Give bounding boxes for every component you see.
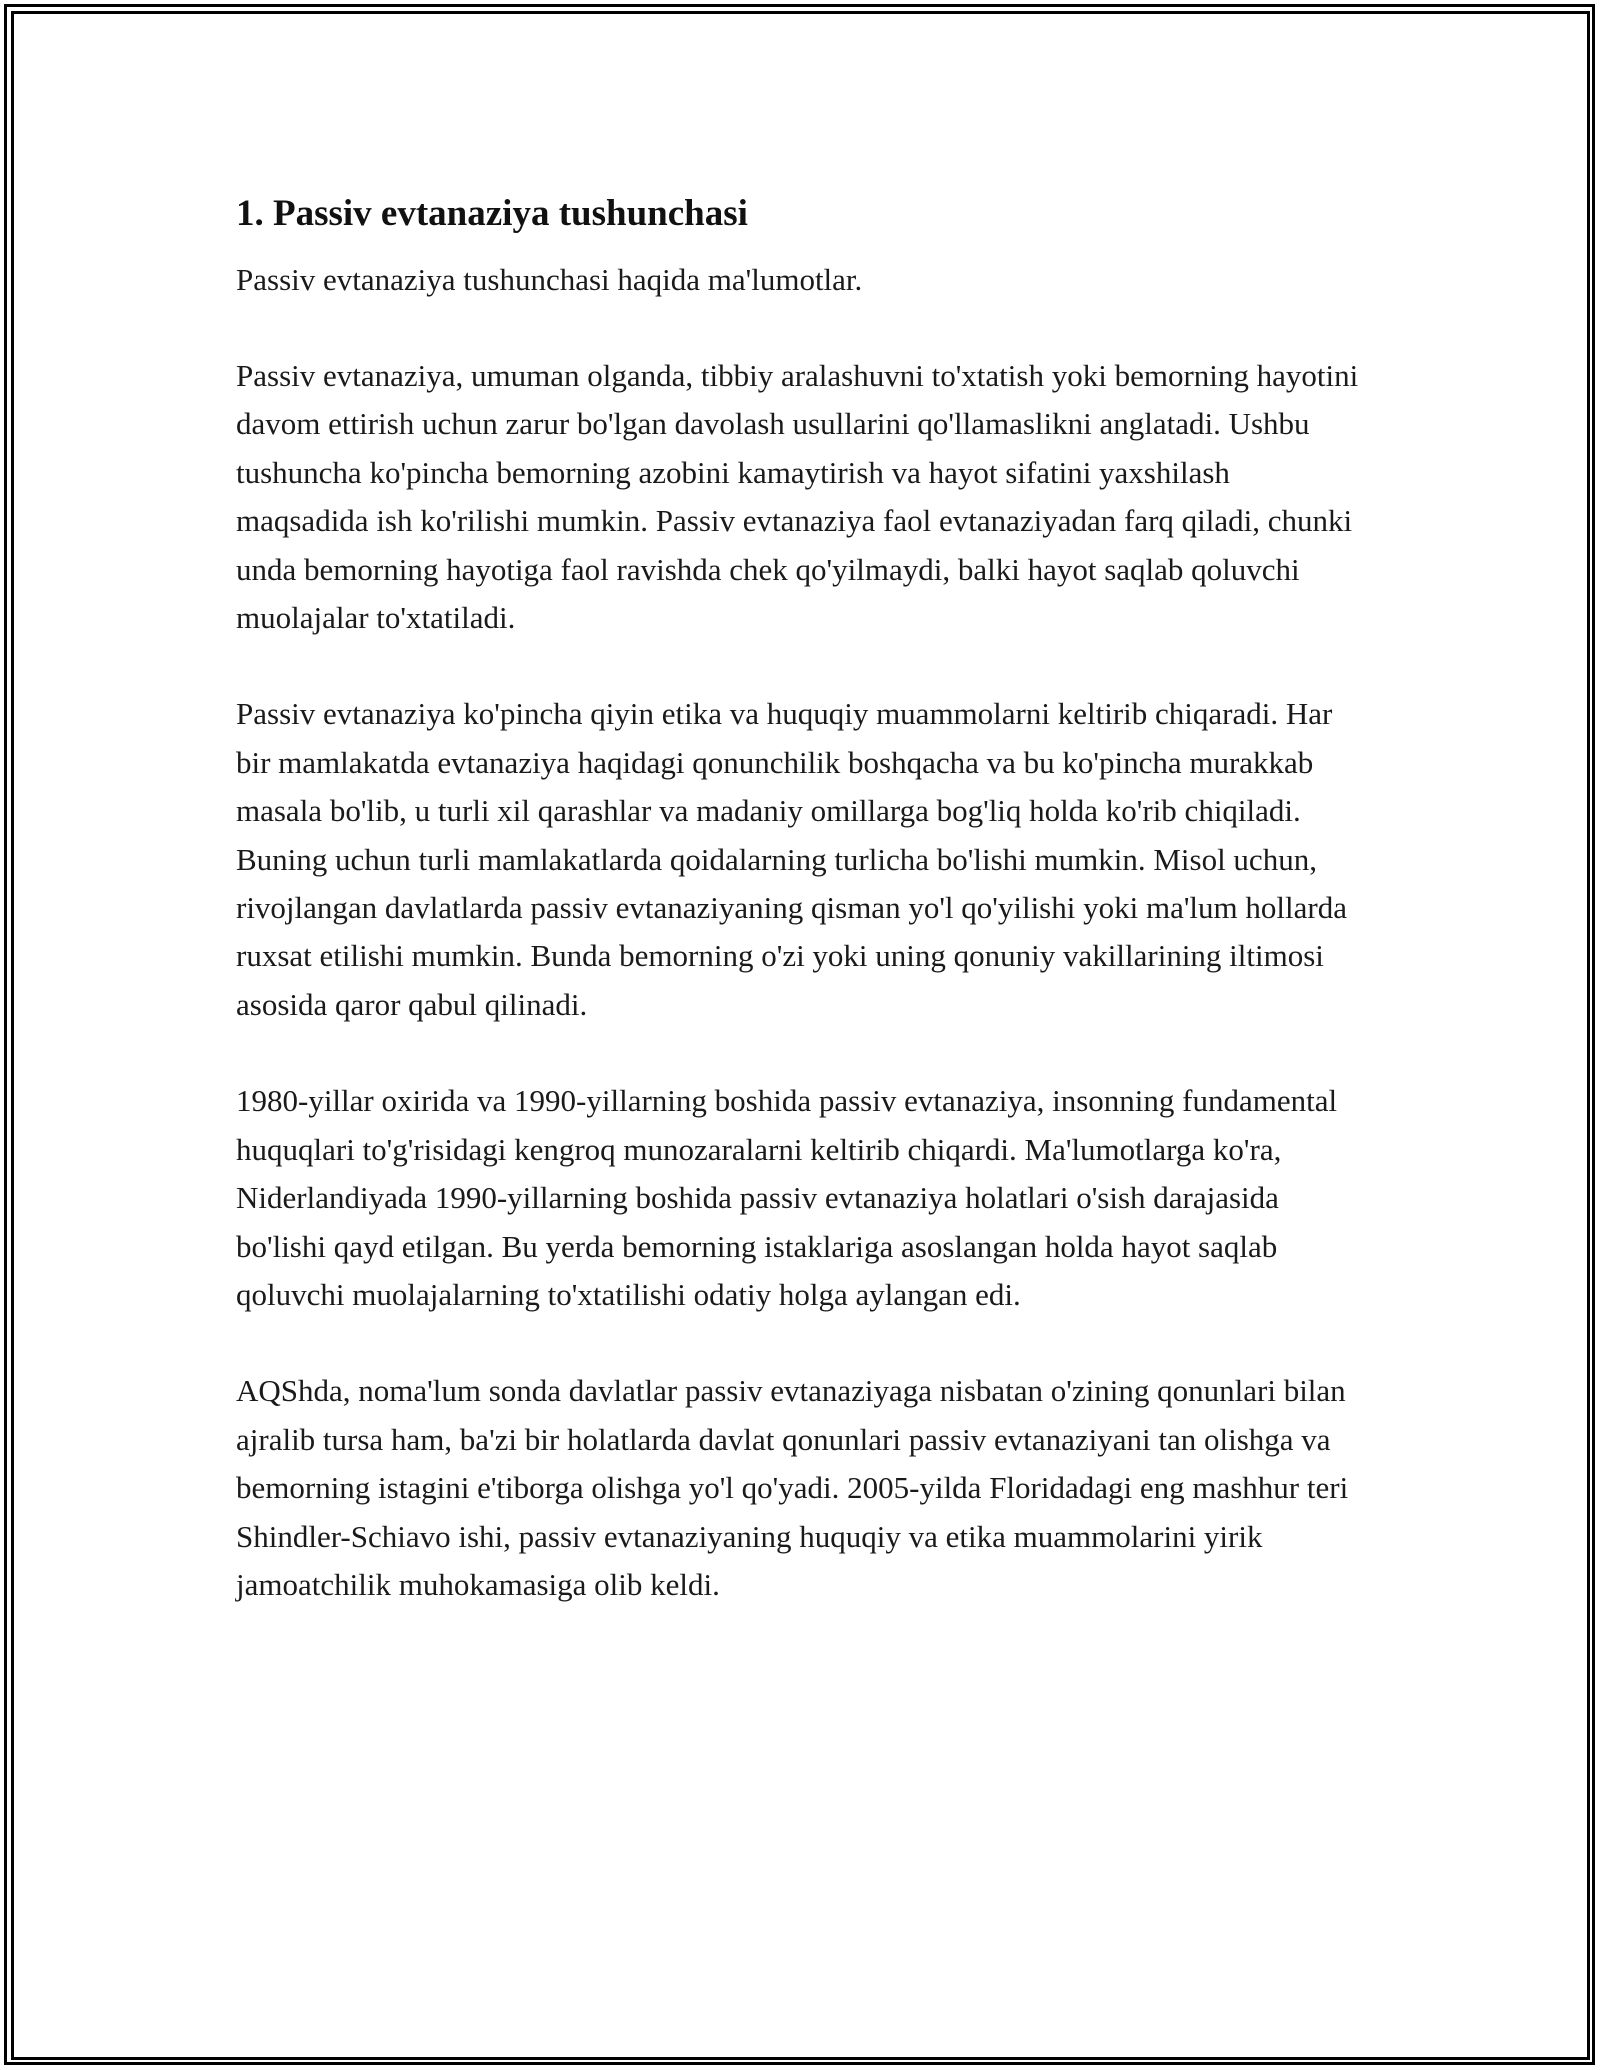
paragraph-usa: AQShda, noma'lum sonda davlatlar passiv evtanaziyaga nisbatan o'zining qonunlari bilan ajralib tursa ham, ba'zi bir holatlarda davlat qonunlari passiv evtanaziyani tan olishga va bemorning istagini e'tiborga olishga yo'l qo'yadi. 2005-yilda Floridadagi eng mashhur teri Shindler-Schiavo ishi, passiv evtanaziyaning huquqiy va etika muammolarini yirik jamoatchilik muhokamasiga olib keldi.	[236, 1373, 1349, 1602]
document-body	[236, 186, 1366, 1657]
intro-paragraph: Passiv evtanaziya tushunchasi haqida ma'lumotlar.	[236, 262, 863, 297]
paragraph-history: 1980-yillar oxirida va 1990-yillarning boshida passiv evtanaziya, insonning fundamental huquqlari to'g'risidagi kengroq munozaralarni keltirib chiqardi. Ma'lumotlarga ko'ra, Niderlandiyada 1990-yillarning boshida passiv evtanaziya holatlari o'sish darajasida bo'lishi qayd etilgan. Bu yerda bemorning istaklariga asoslangan holda hayot saqlab qoluvchi muolajalarning to'xtatilishi odatiy holga aylangan edi.	[236, 1083, 1338, 1312]
section-heading: 1. Passiv evtanaziya tushunchasi	[236, 193, 748, 234]
paragraph-definition: Passiv evtanaziya, umuman olganda, tibbiy aralashuvni to'xtatish yoki bemorning hayotini davom ettirish uchun zarur bo'lgan davolash usullarini qo'llamaslikni anglatadi. Ushbu tushuncha ko'pincha bemorning azobini kamaytirish va hayot sifatini yaxshilash maqsadida ish ko'rilishi mumkin. Passiv evtanaziya faol evtanaziyadan farq qiladi, chunki unda bemorning hayotiga faol ravishda chek qo'yilmaydi, balki hayot saqlab qoluvchi muolajalar to'xtatiladi.	[236, 358, 1359, 636]
paragraph-legal-issues: Passiv evtanaziya ko'pincha qiyin etika va huquqiy muammolarni keltirib chiqaradi. Har bir mamlakatda evtanaziya haqidagi qonunchilik boshqacha va bu ko'pincha murakkab masala bo'lib, u turli xil qarashlar va madaniy omillarga bog'liq holda ko'rib chiqiladi. Buning uchun turli mamlakatlarda qoidalarning turlicha bo'lishi mumkin. Misol uchun, rivojlangan davlatlarda passiv evtanaziyaning qisman yo'l qo'yilishi yoki ma'lum hollarda ruxsat etilishi mumkin. Bunda bemorning o'zi yoki uning qonuniy vakillarining iltimosi asosida qaror qabul qilinadi.	[236, 696, 1347, 1022]
